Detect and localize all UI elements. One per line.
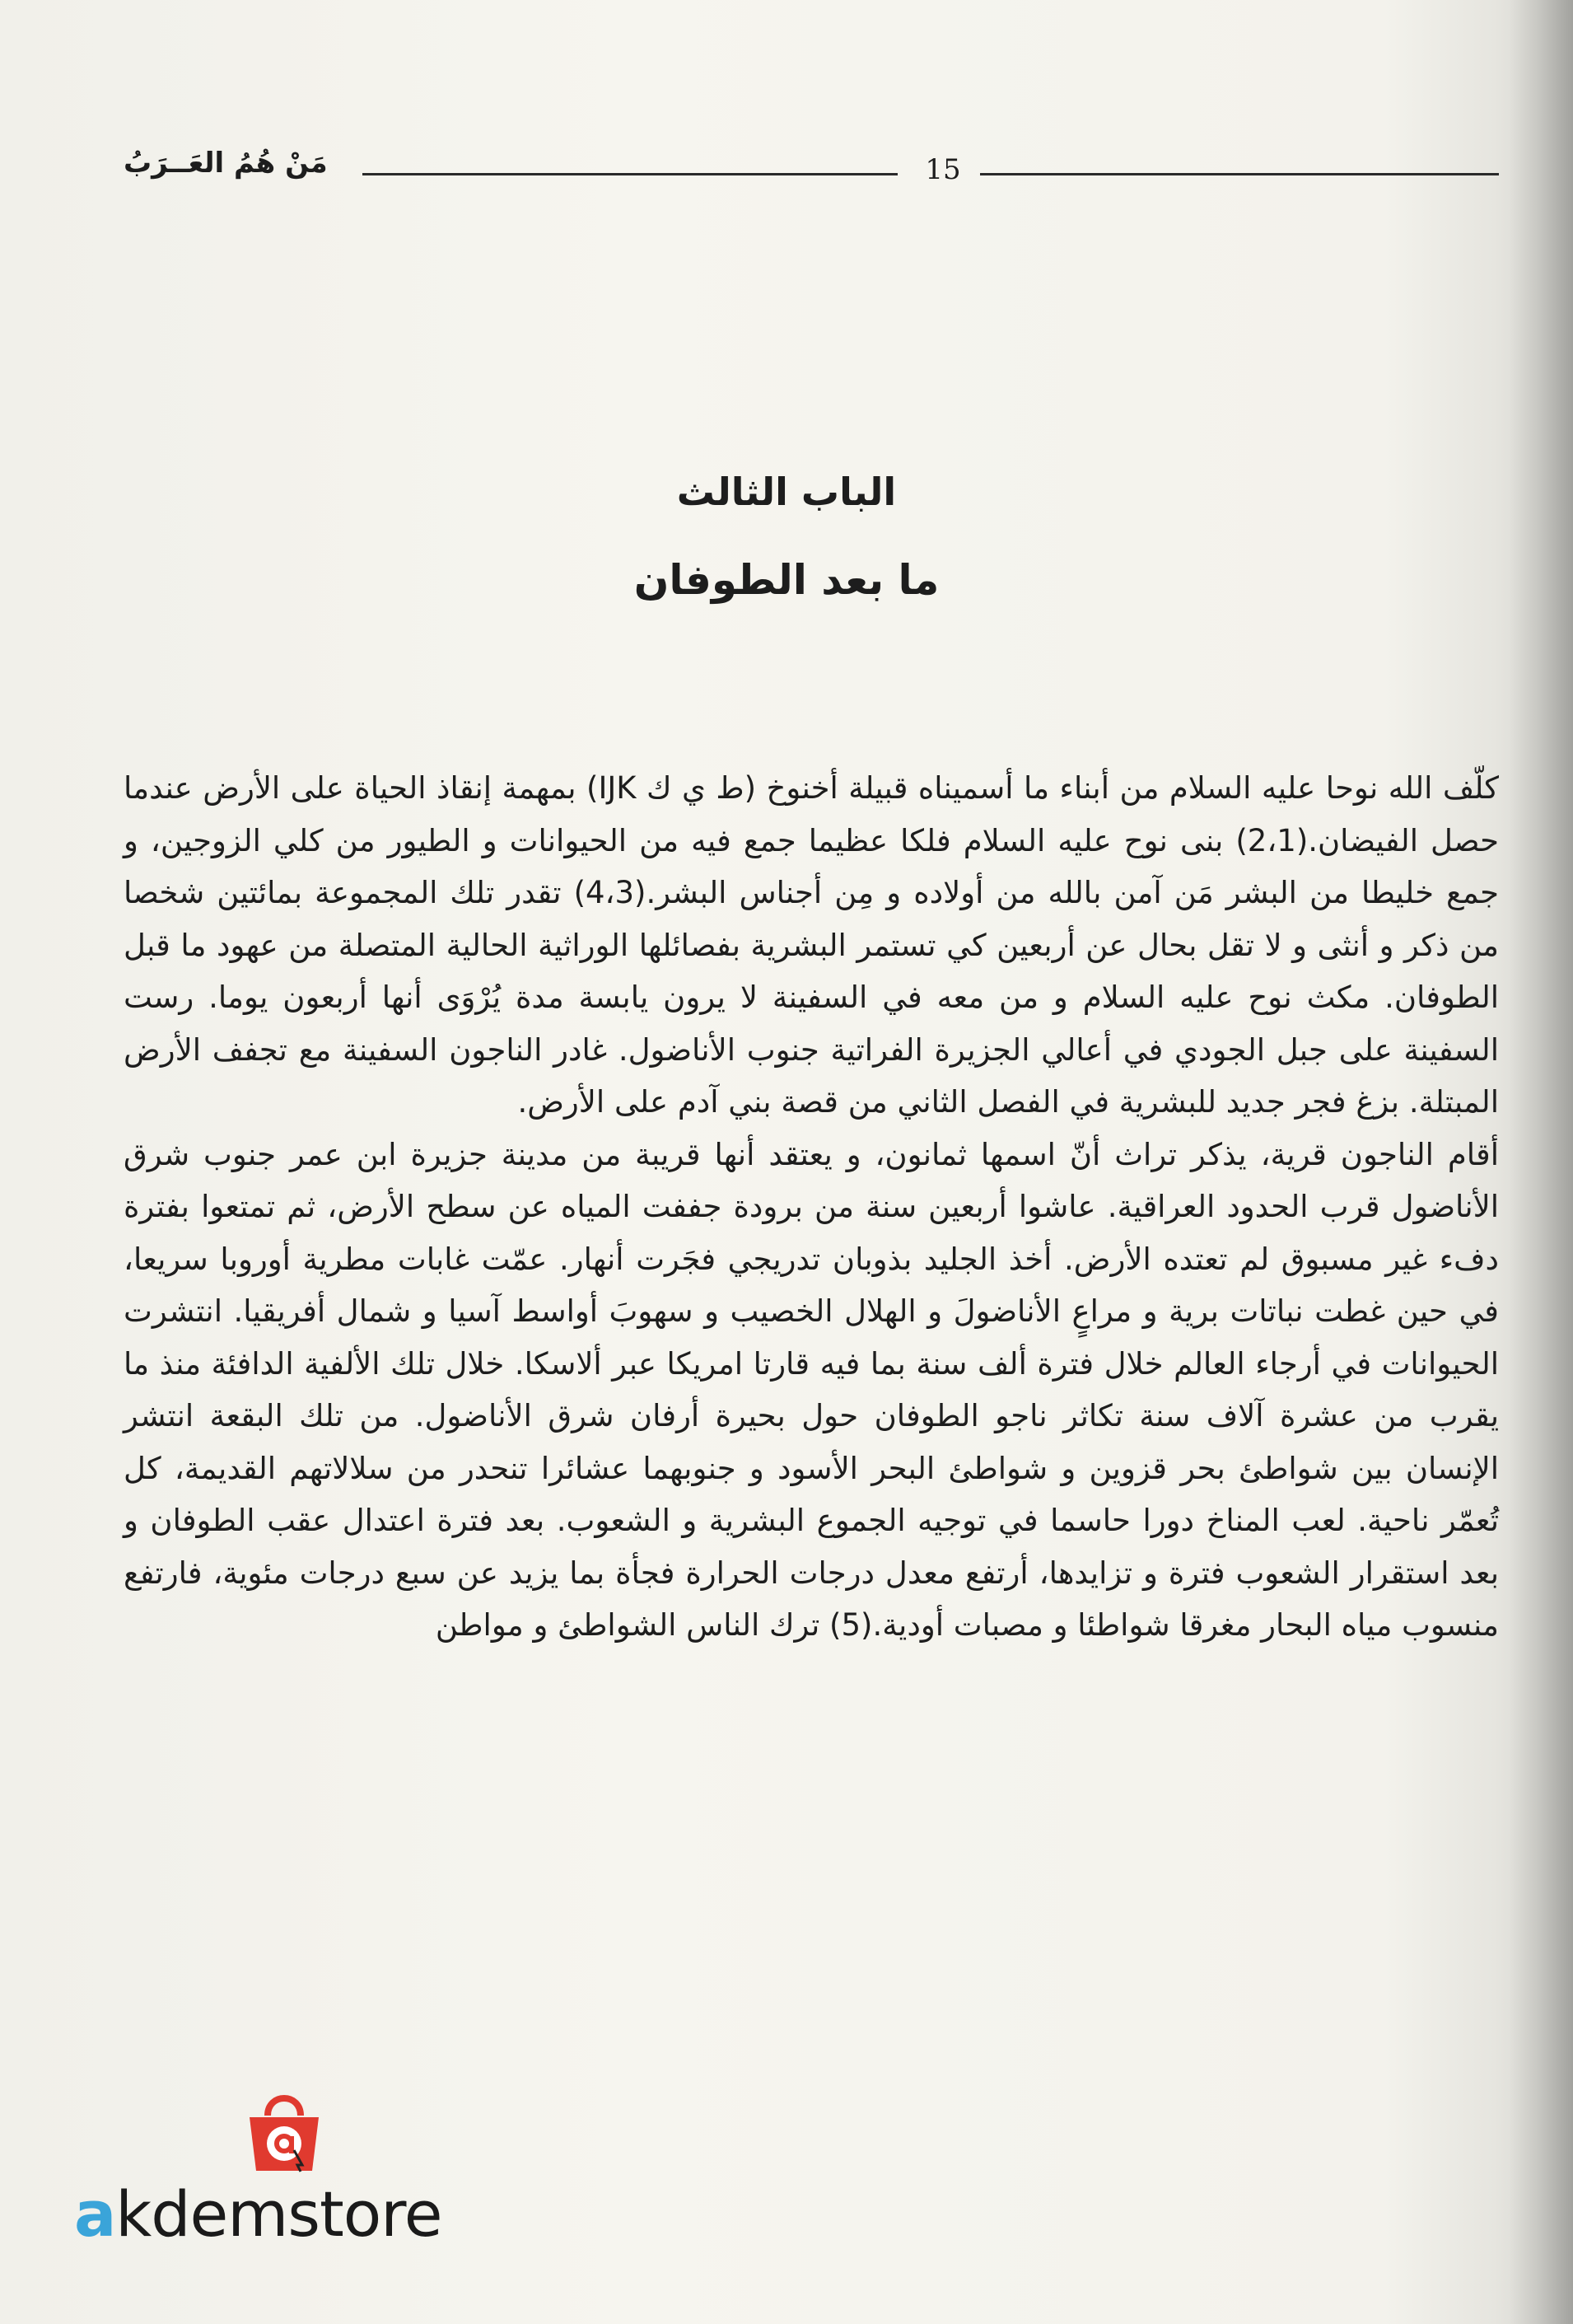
- page-number: 15: [925, 153, 961, 186]
- brand-initial: a: [74, 2177, 116, 2251]
- header-rule-left: [362, 173, 898, 175]
- binding-shadow: [1509, 0, 1573, 2324]
- paragraph-1: كلّف الله نوحا عليه السلام من أبناء ما أسميناه قبيلة أخنوخ (ط ي ك IJK) بمهمة إنقاذ الحياة على الأرض عندما حصل الفيضان.(2،1) بنى نوح عليه السلام فلكا عظيما جمع فيه من الحيوانات و الطيور من كلي الزوجين، و جمع خليطا من البشر مَن آمن بالله من أولاده و مِن أجناس البشر.(4،3) تقدر تلك المجموعة بمائتين شخصا من ذكر و أنثى و لا تقل بحال عن أربعين كي تستمر البشرية بفصائلها الوراثية الحالية المتصلة من عهود ما قبل الطوفان. مكث نوح عليه السلام و من معه في السفينة لا يرون يابسة مدة يُرْوَى أنها أربعون يوما. رست السفينة على جبل الجودي في أعالي الجزيرة الفراتية جنوب الأناضول. غادر الناجون السفينة مع تجفف الأرض المبتلة. بزغ فجر جديد للبشرية في الفصل الثاني من قصة بني آدم على الأرض.: [124, 770, 1500, 1120]
- paragraph-2: أقام الناجون قرية، يذكر تراث أنّ اسمها ثمانون، و يعتقد أنها قريبة من مدينة جزيرة ابن عمر جنوب شرق الأناضول قرب الحدود العراقية. عاشوا أربعين سنة من برودة جففت المياه عن سطح الأرض، ثم تمتعوا بفترة دفء غير مسبوق لم تعتده الأرض. أخذ الجليد بذوبان تدريجي فجَرت أنهار. عمّت غابات مطرية أوروبا سريعا، في حين غطت نباتات برية و مراعٍ الأناضولَ و الهلال الخصيب و سهوبَ أواسط آسيا و شمال أفريقيا. انتشرت الحيوانات في أرجاء العالم خلال فترة ألف سنة بما فيه قارتا امريكا عبر ألاسكا. خلال تلك الألفية الدافئة منذ ما يقرب من عشرة آلاف سنة تكاثر ناجو الطوفان حول بحيرة أرفان شرق الأناضول. من تلك البقعة انتشر الإنسان بين شواطئ بحر قزوين و شواطئ البحر الأسود و جنوبهما عشائرا تنحدر من سلالاتهم القديمة، كل تُعمّر ناحية. لعب المناخ دورا حاسما في توجيه الجموع البشرية و الشعوب. بعد فترة اعتدال عقب الطوفان و بعد استقرار الشعوب فترة و تزايدها، أرتفع معدل درجات الحرارة فجأة بما يزيد عن سبع درجات مئوية، فارتفع منسوب مياه البحار مغرقا شواطئا و مصبات أودية.(5) ترك الناس الشواطئ و مواطن: [124, 1136, 1499, 1643]
- running-head: [124, 147, 1499, 196]
- chapter-title: ما بعد الطوفان: [633, 556, 940, 604]
- chapter-label: الباب الثالث: [676, 470, 897, 514]
- store-watermark: [74, 2084, 535, 2249]
- brand-rest: kdemstore: [115, 2177, 442, 2251]
- store-brand-name: [74, 2177, 442, 2251]
- header-rule-right: [980, 173, 1499, 175]
- shopping-basket-icon: [243, 2084, 325, 2175]
- body-text: [124, 762, 1499, 1652]
- book-title: مَنْ هُمُ العَــرَبُ: [124, 147, 328, 180]
